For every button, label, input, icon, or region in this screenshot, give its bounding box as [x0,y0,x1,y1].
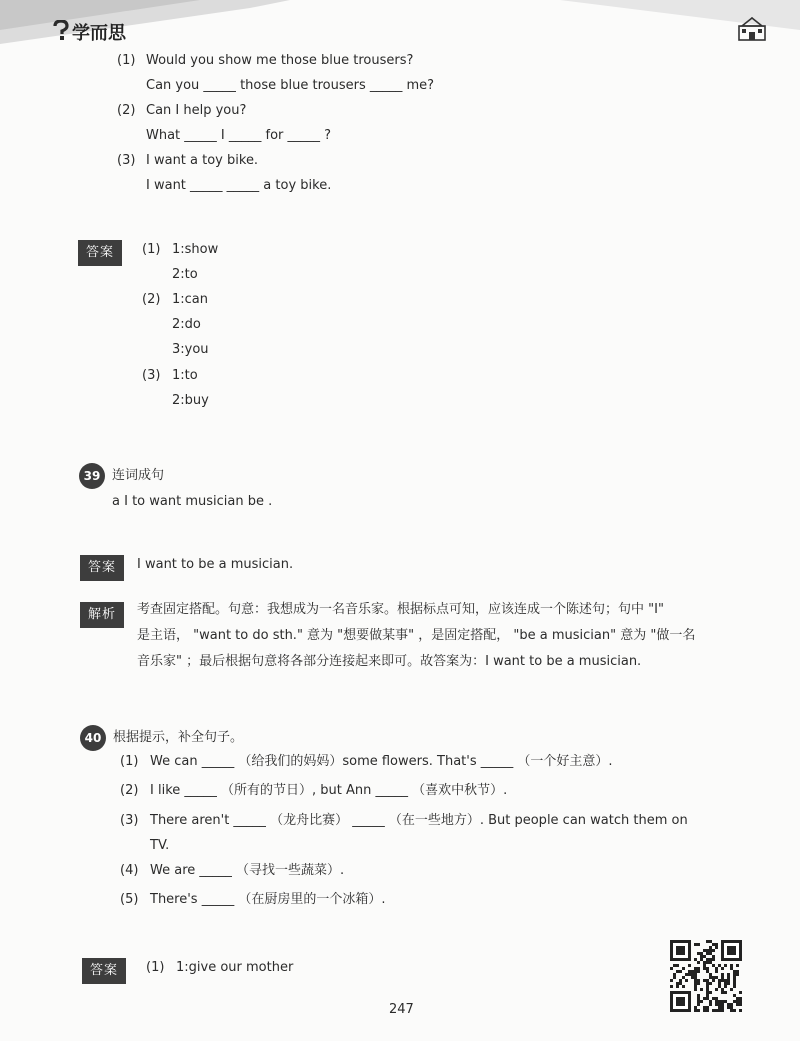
question-title: 连词成句 [112,468,165,483]
qr-code-icon [670,940,742,1016]
q40-item-text: There's _____ （在厨房里的一个冰箱）. [150,892,386,907]
question-mark-logo-icon [52,20,70,44]
q40-item-num: (1) [120,754,139,769]
answer-tag: 答案 [80,555,124,581]
page-header [0,0,800,48]
q40-item-num: (3) [120,813,139,828]
answer-num: (2) [142,292,161,307]
analysis-tag: 解析 [80,602,124,628]
analysis-line: 考查固定搭配。句意：我想成为一名音乐家。根据标点可知，应该连成一个陈述句；句中 "I" [137,602,664,617]
q38-item-num: (1) [117,53,136,68]
answer-text: I want to be a musician. [137,557,294,572]
page-number: 247 [389,1002,414,1017]
q40-item-text: We can _____ （给我们的妈妈）some flowers. That's _____ （一个好主意）. [150,754,613,769]
answer-line: 1:to [172,368,198,383]
q38-item-rewrite: What _____ I _____ for _____ ? [146,128,332,143]
brand-name: 学而思 [72,23,126,44]
answer-num: (1) [142,242,161,257]
answer-line: 3:you [172,342,209,357]
answer-num: (1) [146,960,165,975]
answer-tag: 答案 [78,240,122,266]
question-title: 根据提示，补全句子。 [113,730,244,745]
question-number-badge: 39 [79,463,105,489]
q38-item-original: Would you show me those blue trousers? [146,53,414,68]
answer-line: 2:to [172,267,198,282]
analysis-line: 音乐家" ；最后根据句意将各部分连接起来即可。故答案为：I want to be a musician. [137,654,642,669]
q38-item-original: Can I help you? [146,103,247,118]
answer-line: 1:give our mother [176,960,294,975]
q40-item-text: We are _____ （寻找一些蔬菜）. [150,863,345,878]
q40-item-text: I like _____ （所有的节日）, but Ann _____ （喜欢中秋节）. [150,783,508,798]
q40-item-num: (2) [120,783,139,798]
q40-item-num: (5) [120,892,139,907]
q38-item-rewrite: I want _____ _____ a toy bike. [146,178,332,193]
question-number-badge: 40 [80,725,106,751]
q40-item-num: (4) [120,863,139,878]
answer-num: (3) [142,368,161,383]
question-words: a I to want musician be . [112,494,273,509]
q40-item-text: There aren't _____ （龙舟比赛） _____ （在一些地方）. But people can watch them on [150,813,688,828]
q40-item-continuation: TV. [150,838,170,853]
q38-item-original: I want a toy bike. [146,153,259,168]
analysis-text [137,597,717,675]
q38-item-rewrite: Can you _____ those blue trousers _____ me? [146,78,435,93]
answer-tag: 答案 [82,958,126,984]
answer-line: 2:do [172,317,201,332]
answer-line: 1:show [172,242,219,257]
answer-line: 2:buy [172,393,209,408]
q38-item-num: (3) [117,153,136,168]
answer-line: 1:can [172,292,209,307]
analysis-line: 是主语， "want to do sth." 意为 "想要做某事" ，是固定搭配， "be a musician" 意为 "做一名 [137,628,696,643]
q38-item-num: (2) [117,103,136,118]
school-building-icon [738,17,766,45]
